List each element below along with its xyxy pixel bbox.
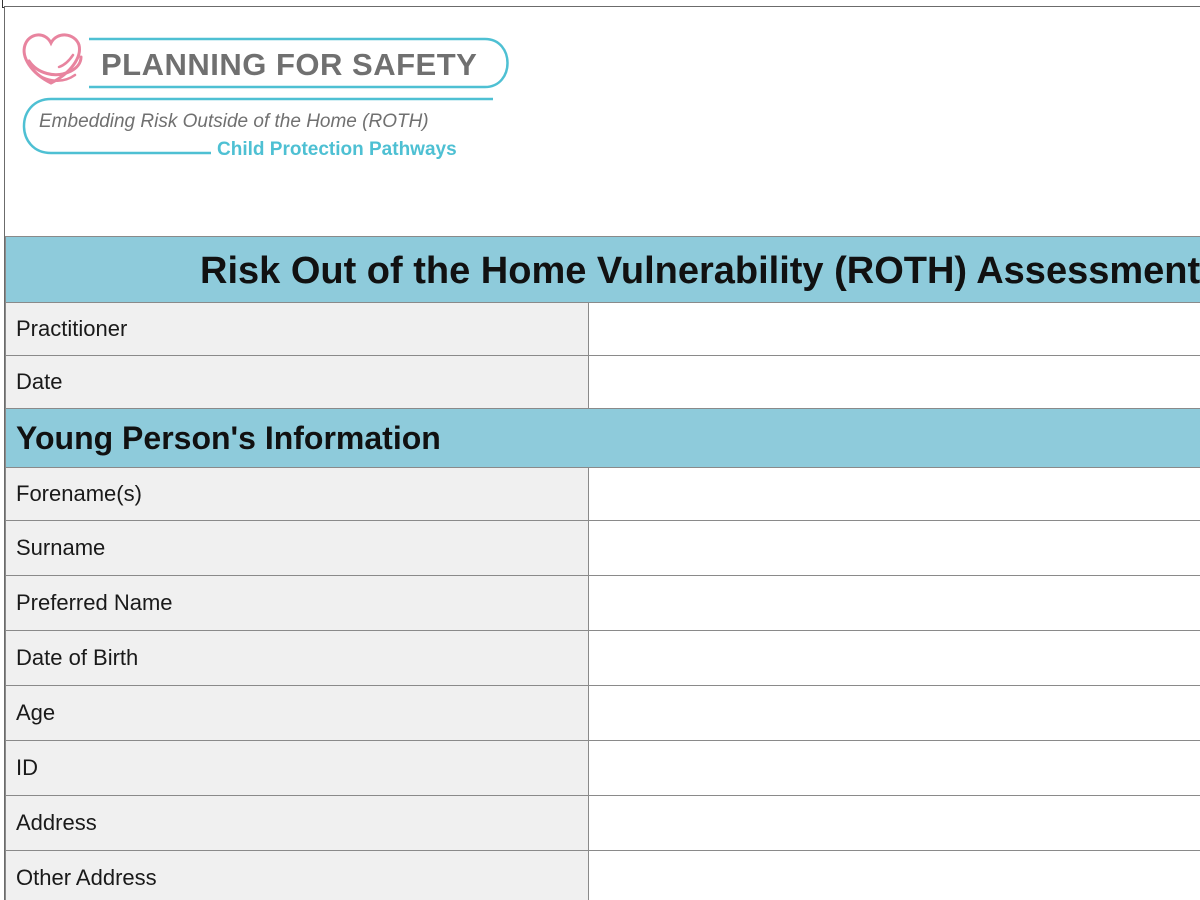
section-title: Young Person's Information (6, 409, 1200, 468)
assessment-form-table (5, 236, 1200, 900)
date-of-birth-label: Date of Birth (6, 631, 589, 686)
logo-tagline: Embedding Risk Outside of the Home (ROTH) (39, 111, 429, 132)
other-address-label: Other Address (6, 851, 589, 900)
surname-input[interactable] (589, 521, 1200, 576)
practitioner-label: Practitioner (6, 303, 589, 356)
id-label: ID (6, 741, 589, 796)
field-row-address (6, 796, 1200, 851)
id-input[interactable] (589, 741, 1200, 796)
field-row-forename (6, 468, 1200, 521)
date-of-birth-input[interactable] (589, 631, 1200, 686)
address-label: Address (6, 796, 589, 851)
preferred-name-input[interactable] (589, 576, 1200, 631)
field-row-id (6, 741, 1200, 796)
field-row-age (6, 686, 1200, 741)
form-title-row (6, 237, 1200, 303)
field-row-date (6, 356, 1200, 409)
field-row-date-of-birth (6, 631, 1200, 686)
preferred-name-label: Preferred Name (6, 576, 589, 631)
field-row-practitioner (6, 303, 1200, 356)
date-label: Date (6, 356, 589, 409)
other-address-input[interactable] (589, 851, 1200, 900)
age-input[interactable] (589, 686, 1200, 741)
form-title: Risk Out of the Home Vulnerability (ROTH) Assessment (6, 237, 1200, 303)
section-header-row (6, 409, 1200, 468)
planning-for-safety-logo (15, 27, 515, 172)
address-input[interactable] (589, 796, 1200, 851)
field-row-preferred-name (6, 576, 1200, 631)
forename-label: Forename(s) (6, 468, 589, 521)
heart-hands-icon (24, 35, 81, 83)
practitioner-input[interactable] (589, 303, 1200, 356)
age-label: Age (6, 686, 589, 741)
field-row-surname (6, 521, 1200, 576)
field-row-other-address (6, 851, 1200, 900)
surname-label: Surname (6, 521, 589, 576)
date-input[interactable] (589, 356, 1200, 409)
logo-title: PLANNING FOR SAFETY (101, 47, 478, 82)
forename-input[interactable] (589, 468, 1200, 521)
logo-subtitle: Child Protection Pathways (217, 139, 457, 160)
document-sheet (4, 6, 1200, 900)
